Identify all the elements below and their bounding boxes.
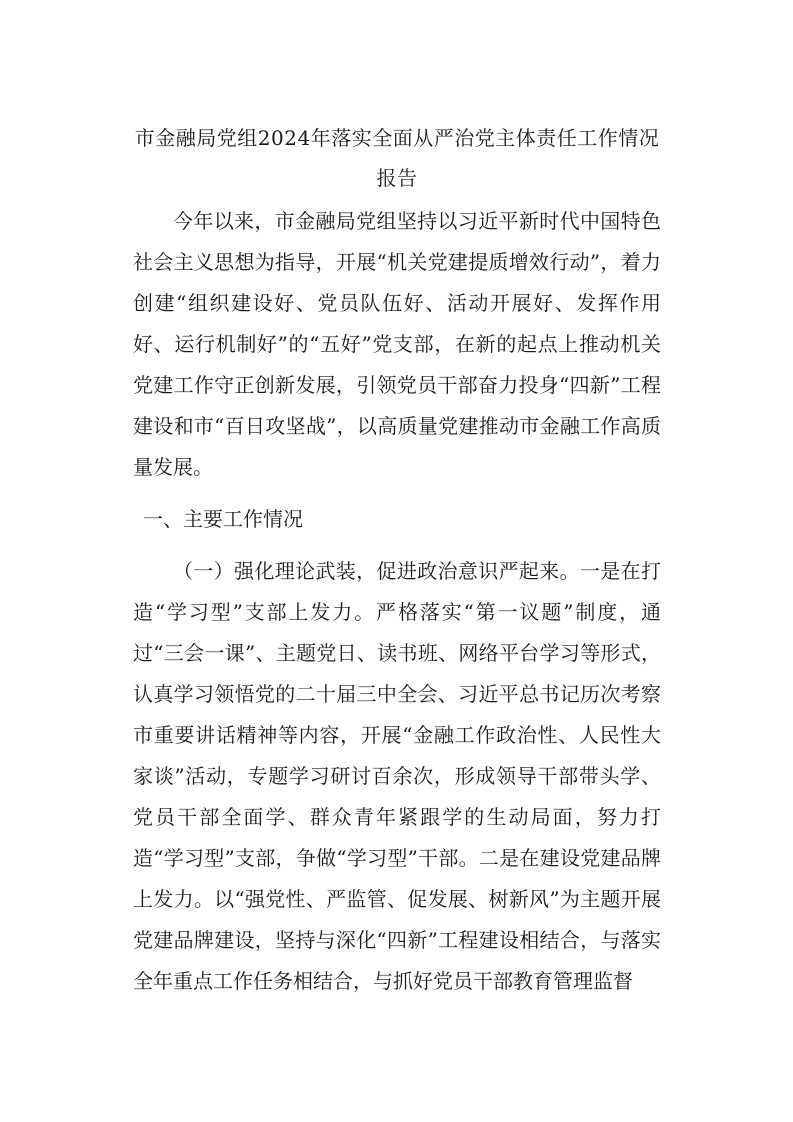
document-title-line-1: 市金融局党组2024年落实全面从严治党主体责任工作情况 [134, 126, 660, 150]
document-body [133, 118, 661, 1002]
section-paragraph-theory: （一）强化理论武装，促进政治意识严起来。一是在打造“学习型”支部上发力。严格落实“第一议题”制度，通过“三会一课”、主题党日、读书班、网络平台学习等形式，认真学习领悟党的二十届三中全会、习近平总书记历次考察市重要讲话精神等内容，开展“金融工作政治性、人民性大家谈”活动，专题学习研讨百余次，形成领导干部带头学、党员干部全面学、群众青年紧跟学的生动局面，努力打造“学习型”支部，争做“学习型”干部。二是在建设党建品牌上发力。以“强党性、严监管、促发展、树新风”为主题开展党建品牌建设，坚持与深化“四新”工程建设相结合，与落实全年重点工作任务相结合，与抓好党员干部教育管理监督 [133, 559, 661, 993]
section-heading-main-work: 一、主要工作情况 [143, 507, 303, 531]
intro-paragraph: 今年以来，市金融局党组坚持以习近平新时代中国特色社会主义思想为指导，开展“机关党建提质增效行动”，着力创建“组织建设好、党员队伍好、活动开展好、发挥作用好、运行机制好”的“五好”党支部，在新的起点上推动机关党建工作守正创新发展，引领党员干部奋力投身“四新”工程建设和市“百日攻坚战”，以高质量党建推动市金融工作高质量发展。 [133, 209, 661, 479]
document-title-line-2: 报告 [376, 166, 418, 190]
